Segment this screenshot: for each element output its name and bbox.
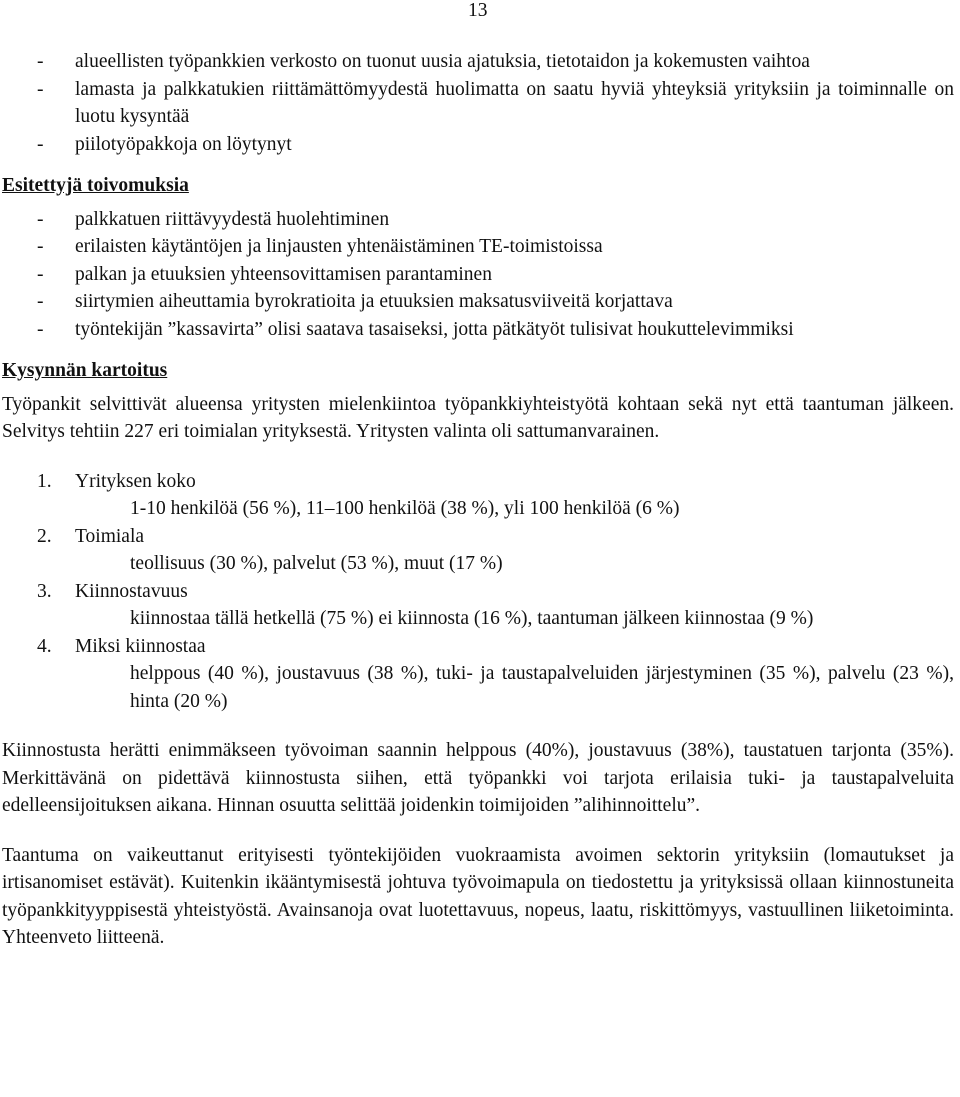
document-body xyxy=(2,48,954,952)
list-item-text: erilaisten käytäntöjen ja linjausten yhtenäistäminen TE-toimistoissa xyxy=(75,236,603,257)
list-item-text: työntekijän ”kassavirta” olisi saatava tasaiseksi, jotta pätkätyöt tulisivat houkuttelevimmiksi xyxy=(75,318,794,340)
question-title: Toimiala xyxy=(75,525,145,547)
question-item xyxy=(2,633,954,661)
bullet-dash: - xyxy=(37,236,44,257)
question-answer: teollisuus (30 %), palvelut (53 %), muut (17 %) xyxy=(130,553,503,574)
survey-question-list xyxy=(2,468,954,716)
list-item xyxy=(2,288,954,316)
question-item xyxy=(2,468,954,496)
bullet-dash: - xyxy=(37,318,44,340)
survey-heading: Kysynnän kartoitus xyxy=(2,360,168,381)
list-item-text: palkan ja etuuksien yhteensovittamisen parantaminen xyxy=(75,263,492,285)
list-item xyxy=(2,206,954,234)
question-answer: kiinnostaa tällä hetkellä (75 %) ei kiinnosta (16 %), taantuman jälkeen kiinnostaa (9 %) xyxy=(130,608,814,629)
list-item xyxy=(2,48,954,76)
question-title: Kiinnostavuus xyxy=(75,580,188,602)
question-answer: 1-10 henkilöä (56 %), 11–100 henkilöä (38 %), yli 100 henkilöä (6 %) xyxy=(130,498,680,519)
question-item xyxy=(2,578,954,606)
list-item-text: siirtymien aiheuttamia byrokratioita ja etuuksien maksatusviiveitä korjattava xyxy=(75,291,673,312)
bullet-dash: - xyxy=(37,291,44,312)
question-number: 2. xyxy=(37,525,52,547)
question-item xyxy=(2,523,954,551)
list-item xyxy=(2,233,954,261)
question-number: 3. xyxy=(37,580,52,602)
bullet-dash: - xyxy=(37,51,44,72)
wishes-heading: Esitettyjä toivomuksia xyxy=(2,175,189,196)
list-item-text: piilotyöpakkoja on löytynyt xyxy=(75,133,292,155)
list-item xyxy=(2,316,954,344)
bullet-dash: - xyxy=(37,78,44,100)
intro-list xyxy=(2,48,954,158)
list-item xyxy=(2,131,954,159)
list-item-text: palkkatuen riittävyydestä huolehtiminen xyxy=(75,208,390,230)
question-number: 1. xyxy=(37,470,52,492)
list-item xyxy=(2,76,954,131)
page-number: 13 xyxy=(468,0,488,21)
list-item xyxy=(2,261,954,289)
summary-paragraph: Taantuma on vaikeuttanut erityisesti työntekijöiden vuokraamista avoimen sektorin yrityksiin (lomautukset ja irtisanomiset estävät). Kuitenkin ikääntymisestä johtuva työvoimapula on tiedostettu ja yrityksissä ollaan kiinnostuneita työpankkityyppisestä yhteistyöstä. Avainsanoja ovat luotettavuus, nopeus, laatu, riskittömyys, vastuullinen liiketoiminta. Yhteenveto liitteenä. xyxy=(2,844,954,948)
analysis-paragraph: Kiinnostusta herätti enimmäkseen työvoiman saannin helppous (40%), joustavuus (38%), taustatuen tarjonta (35%). Merkittävänä on pidettävä kiinnostusta siihen, että työpankki voi tarjota erilaisia tuki- ja taustapalveluita edelleensijoituksen aikana. Hinnan osuutta selittää joidenkin toimijoiden ”alihinnoittelu”. xyxy=(2,740,954,816)
list-item-text: alueellisten työpankkien verkosto on tuonut uusia ajatuksia, tietotaidon ja kokemusten vaihtoa xyxy=(75,51,810,72)
bullet-dash: - xyxy=(37,208,44,230)
question-number: 4. xyxy=(37,635,52,657)
survey-intro-paragraph: Työpankit selvittivät alueensa yritysten mielenkiintoa työpankkiyhteistyötä kohtaan sekä nyt että taantuman jälkeen. Selvitys tehtiin 227 eri toimialan yrityksestä. Yritysten valinta oli sattumanvarainen. xyxy=(2,393,954,442)
bullet-dash: - xyxy=(37,263,44,285)
list-item-text: lamasta ja palkkatukien riittämättömyydestä huolimatta on saatu hyviä yhteyksiä yrityksiin ja toiminnalle on luotu kysyntää xyxy=(75,78,954,127)
question-answer: helppous (40 %), joustavuus (38 %), tuki- ja taustapalveluiden järjestyminen (35 %), palvelu (23 %), hinta (20 %) xyxy=(130,663,954,712)
question-title: Miksi kiinnostaa xyxy=(75,635,206,657)
bullet-dash: - xyxy=(37,133,44,155)
question-title: Yrityksen koko xyxy=(75,470,196,492)
wishes-list xyxy=(2,206,954,344)
